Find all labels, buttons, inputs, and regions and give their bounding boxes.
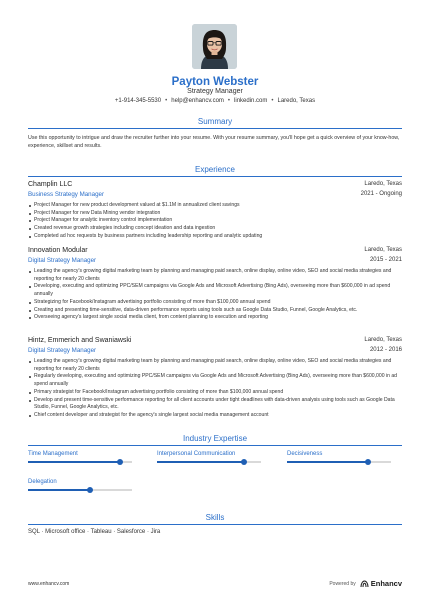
job-location: Laredo, Texas: [364, 337, 402, 343]
experience-entry: [28, 181, 402, 241]
expertise-item: [287, 451, 391, 463]
job-bullet: Regularly developing, executing and optimizing PPC/SEM campaigns via Google Ads and Microsoft Advertising (Bing Ads), overseeing more than $600,000 in ad spend annually: [28, 373, 402, 388]
footer-branding: [329, 579, 402, 588]
job-bullet: Leading the agency's growing digital marketing team by planning and managing paid search, online display, online video, SEO and social media strategies and reporting for nearly 20 clients: [28, 268, 402, 283]
phone-text: +1-914-345-5530: [114, 98, 162, 104]
summary-heading: Summary: [197, 117, 233, 126]
linkedin-link[interactable]: linkedin.com: [234, 98, 268, 104]
skills-list: SQL · Microsoft office · Tableau · Salesforce · Jira: [28, 529, 161, 535]
job-role: Digital Strategy Manager: [28, 257, 97, 264]
expertise-bar-knob: [117, 459, 123, 465]
powered-by-text: Powered by: [329, 580, 356, 587]
location-text: Laredo, Texas: [277, 98, 316, 104]
expertise-label: Delegation: [28, 479, 57, 485]
experience-divider: [28, 176, 402, 177]
expertise-item: [157, 451, 261, 463]
contact-line: +1-914-345-5530 • help@enhancv.com • linkedin.com • Laredo, Texas: [114, 98, 316, 104]
expertise-label: Interpersonal Communication: [157, 451, 236, 457]
expertise-bar-fill: [157, 461, 244, 463]
experience-heading: Experience: [194, 165, 236, 174]
company-name: Champlin LLC: [28, 181, 73, 188]
job-location: Laredo, Texas: [364, 181, 402, 187]
expertise-bar-track: [157, 461, 261, 463]
job-bullet: Chief content developer and strategist for the agency's single largest social media management account: [28, 412, 402, 420]
expertise-divider: [28, 445, 402, 446]
job-role: Business Strategy Manager: [28, 191, 105, 198]
skills-divider: [28, 524, 402, 525]
job-bullet: Project Manager for new product development valued at $1.1M in annualized client savings: [28, 202, 402, 210]
expertise-heading: Industry Expertise: [182, 434, 248, 443]
job-bullet: Project Manager for new Data Mining vendor integration: [28, 210, 402, 218]
job-bullet: Leading the agency's growing digital marketing team by planning and managing paid search, online display, online video, SEO and social media strategies and reporting for nearly 20 clients: [28, 358, 402, 373]
candidate-title: Strategy Manager: [187, 88, 243, 95]
experience-entry: [28, 247, 402, 322]
brand-name: Enhancv: [370, 579, 402, 588]
profile-photo-image: [192, 24, 237, 69]
skills-heading: Skills: [205, 513, 225, 522]
job-bullet: Primary strategist for Facebook/Instagram advertising portfolio consisting of more than $100,000 annual spend: [28, 389, 402, 397]
company-name: Innovation Modular: [28, 247, 88, 254]
company-name: Hintz, Emmerich and Swaniawski: [28, 337, 132, 344]
expertise-bar-knob: [87, 487, 93, 493]
email-link[interactable]: help@enhancv.com: [171, 98, 224, 104]
expertise-bar-fill: [28, 489, 90, 491]
enhancv-logo-icon: [360, 580, 369, 588]
job-bullet: Overseeing agency's largest single social media client, from content planning to execution and reporting: [28, 314, 402, 322]
expertise-item: [28, 451, 132, 463]
expertise-bar-track: [28, 489, 132, 491]
footer-website-link[interactable]: www.enhancv.com: [28, 581, 70, 587]
job-bullet: Develop and present time-sensitive performance reporting for all client accounts under tight deadlines with data-driven analysis using tools such as Google Data Studio, Funnel, Google Analytics, etc.: [28, 397, 402, 412]
profile-photo: [192, 24, 237, 69]
expertise-bar-track: [28, 461, 132, 463]
summary-divider: [28, 128, 402, 129]
job-bullet: Created revenue growth strategies including concept ideation and data ingestion: [28, 225, 402, 233]
job-bullets: [28, 202, 402, 241]
candidate-name: Payton Webster: [171, 76, 259, 88]
expertise-bar-knob: [241, 459, 247, 465]
expertise-bar-track: [287, 461, 391, 463]
expertise-bar-fill: [28, 461, 120, 463]
expertise-label: Decisiveness: [287, 451, 323, 457]
job-bullet: Developing, executing and optimizing PPC/SEM campaigns via Google Ads and Microsoft Advertising (Bing Ads), overseeing more than $600,000 in ad spend annually: [28, 283, 402, 298]
experience-entry: [28, 337, 402, 420]
job-dates: 2021 - Ongoing: [360, 191, 402, 197]
job-dates: 2012 - 2016: [369, 347, 402, 353]
job-bullets: [28, 358, 402, 420]
job-bullet: Completed ad hoc requests by business partners including leadership reporting and analytic updating: [28, 233, 402, 241]
job-bullet: Project Manager for analytic inventory control implementation: [28, 217, 402, 225]
job-role: Digital Strategy Manager: [28, 347, 97, 354]
expertise-bar-knob: [365, 459, 371, 465]
job-dates: 2015 - 2021: [369, 257, 402, 263]
job-bullet: Creating and presenting time-sensitive, data-driven performance reports using tools such as Google Data Studio, Funnel, Google Analytics, etc.: [28, 307, 402, 315]
expertise-item: [28, 479, 132, 491]
summary-text: Use this opportunity to intrigue and draw the recruiter further into your resume. With your resume summary, you'll hope get a quick overview of your know-how, experience, skillset and results.: [28, 135, 400, 150]
expertise-label: Time Management: [28, 451, 78, 457]
job-location: Laredo, Texas: [364, 247, 402, 253]
expertise-bar-fill: [287, 461, 368, 463]
job-bullets: [28, 268, 402, 322]
job-bullet: Strategizing for Facebook/Instagram advertising portfolio consisting of more than $100,000 annual spend: [28, 299, 402, 307]
